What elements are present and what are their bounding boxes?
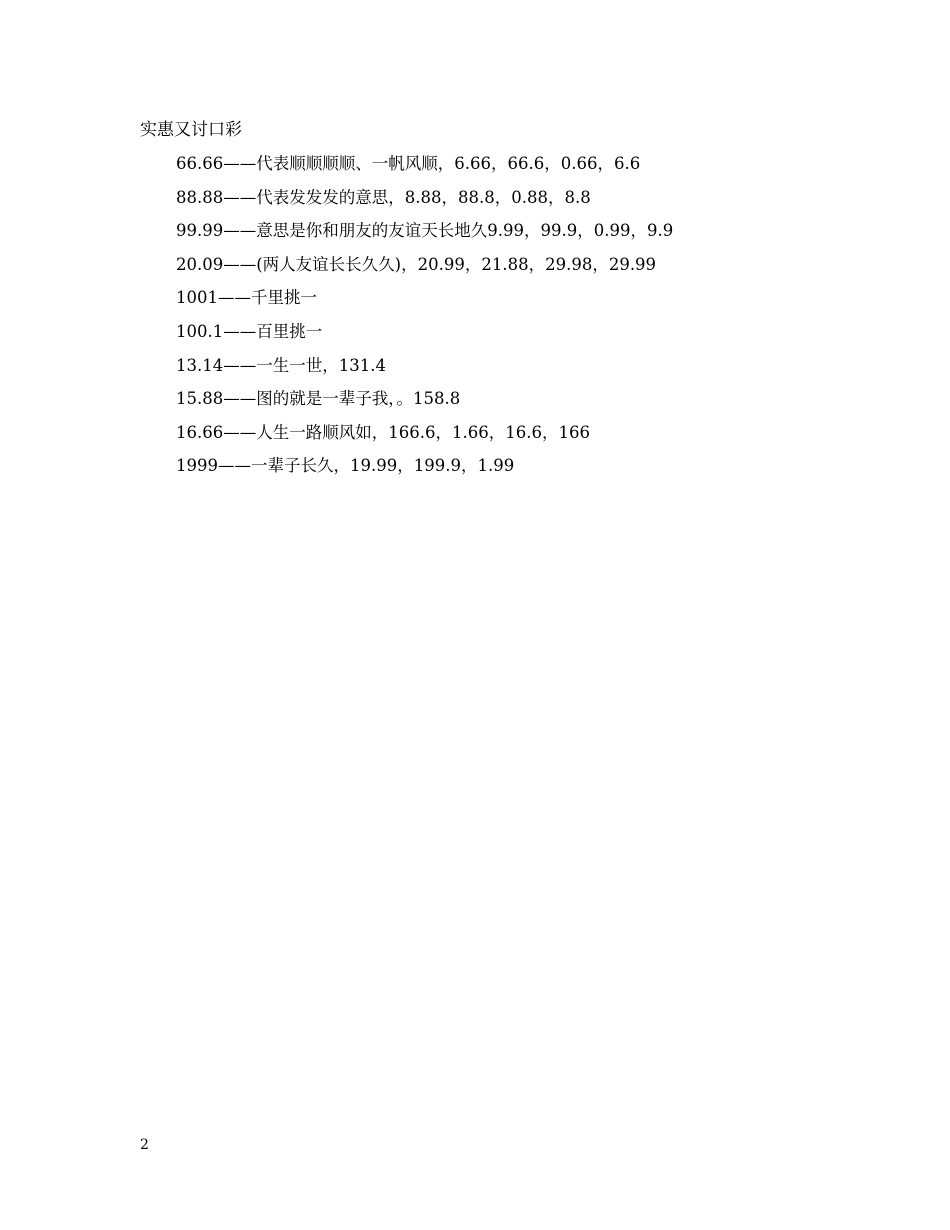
list-item: 88.88——代表发发发的意思，8.88，88.8，0.88，8.8	[176, 187, 591, 207]
list-item: 99.99——意思是你和朋友的友谊天长地久9.99，99.9，0.99，9.9	[176, 221, 674, 241]
list-item: 66.66——代表顺顺顺顺、一帆风顺，6.66，66.6，0.66，6.6	[176, 154, 641, 173]
list-item: 15.88——图的就是一辈子我，。158.8	[176, 389, 461, 409]
number-meaning-list	[176, 153, 673, 489]
list-item: 100.1——百里挑一	[176, 321, 323, 341]
list-item: 16.66——人生一路顺风如，166.6，1.66，16.6，166	[176, 422, 590, 442]
list-item: 13.14——一生一世，131.4	[176, 355, 386, 375]
page-number: 2	[140, 1137, 149, 1153]
list-item: 1999——一辈子长久，19.99，199.9，1.99	[176, 456, 515, 476]
list-item: 20.09——(两人友谊长长久久)，20.99，21.88，29.98，29.99	[176, 254, 657, 274]
section-heading: 实惠又讨口彩	[140, 120, 242, 140]
list-item: 1001——千里挑一	[176, 288, 317, 308]
